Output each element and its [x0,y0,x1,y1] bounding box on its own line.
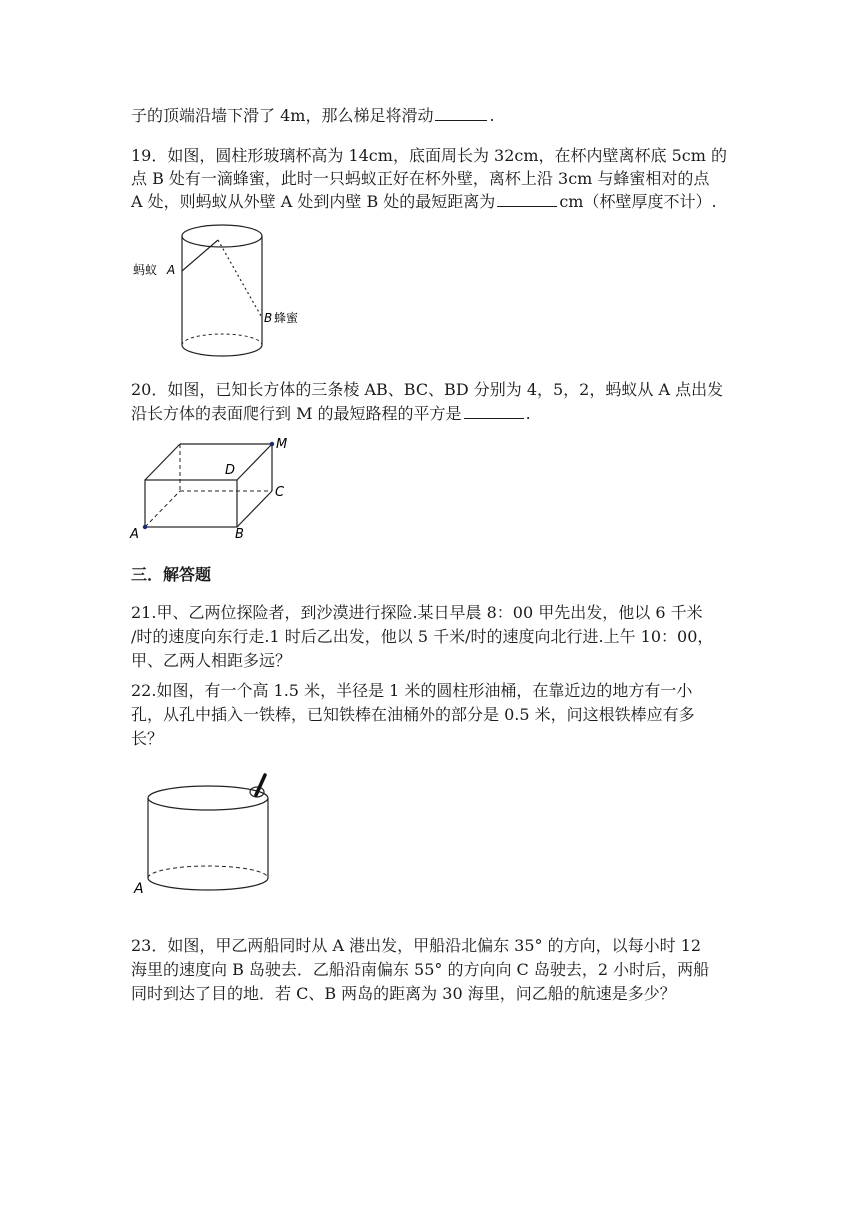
q20-line-1: 20．如图，已知长方体的三条棱 AB、BC、BD 分别为 4，5，2，蚂蚁从 A 点出发 [131,380,724,399]
section-heading: 三．解答题 [131,565,212,584]
label-M: M [276,437,288,452]
q18-answer-blank [435,106,487,121]
q22-oil-drum-figure [130,770,290,900]
label-B: B [264,311,273,325]
point-A [143,525,147,529]
label-A: A [134,881,144,897]
cuboid-front-face [145,480,237,527]
label-D: D [225,463,236,478]
q19-line-2: 点 B 处有一滴蜂蜜，此时一只蚂蚁正好在杯外壁，离杯上沿 3cm 与蜂蜜相对的点 [131,169,710,188]
cuboid-edge-bottom-right [237,491,272,527]
cuboid-edge-top-left [145,444,180,480]
q20-answer-blank [464,404,524,419]
q21-line-3: 甲、乙两人相距多远？ [131,651,292,670]
q22-line-3: 长？ [131,729,164,748]
q22-line-1: 22.如图，有一个高 1.5 米，半径是 1 米的圆柱形油桶，在靠近边的地方有一小 [131,681,693,700]
drum-top-ellipse [148,786,268,810]
q18-text: 子的顶端沿墙下滑了 4m，那么梯足将滑动 [131,106,434,125]
ant-path-inner [218,240,261,316]
label-honey: 蜂蜜 [274,311,299,325]
label-ant: 蚂蚁 [133,263,158,277]
cup-top-ellipse [182,225,262,247]
q18-text-end: . [489,106,495,125]
q21-line-2: /时的速度向东行走.1 时后乙出发，他以 5 千米/时的速度向北行进.上午 10：00， [131,627,714,646]
q19-answer-blank [497,192,557,207]
q18-line-1 [131,106,495,126]
label-B: B [235,527,244,542]
label-C: C [275,485,285,500]
q23-line-1: 23．如图，甲乙两船同时从 A 港出发，甲船沿北偏东 35° 的方向，以每小时 12 [131,936,702,955]
q19-cylinder-figure [125,218,325,363]
cup-bottom-back [182,334,262,345]
drum-bottom-back [148,866,268,878]
label-A: A [130,527,139,542]
q19-line-3 [131,192,717,212]
q20-text-end: . [525,404,531,423]
q20-line-2 [131,404,531,424]
q23-line-3: 同时到达了目的地．若 C、B 两岛的距离为 30 海里，问乙船的航速是多少？ [131,984,676,1003]
cup-bottom-front [182,345,262,356]
q22-line-2: 孔，从孔中插入一铁棒，已知铁棒在油桶外的部分是 0.5 米，问这根铁棒应有多 [131,705,695,724]
q19-text-end: cm（杯壁厚度不计）. [559,192,717,211]
q20-cuboid-figure [125,432,305,542]
point-M [270,442,274,446]
drum-bottom-front [148,878,268,890]
cuboid-hidden-diagonal [145,491,180,527]
q20-text: 沿长方体的表面爬行到 M 的最短路程的平方是 [131,404,462,423]
q23-line-2: 海里的速度向 B 岛驶去．乙船沿南偏东 55° 的方向向 C 岛驶去，2 小时后，两船 [131,960,710,979]
q21-line-1: 21.甲、乙两位探险者，到沙漠进行探险.某日早晨 8：00 甲先出发，他以 6 千米 [131,603,703,622]
label-A: A [167,263,176,277]
cuboid-edge-top-right [237,444,272,480]
q19-text: A 处，则蚂蚁从外壁 A 处到内壁 B 处的最短距离为 [131,192,496,211]
q19-line-1: 19．如图，圆柱形玻璃杯高为 14cm，底面周长为 32cm，在杯内壁离杯底 5cm 的 [131,146,728,165]
